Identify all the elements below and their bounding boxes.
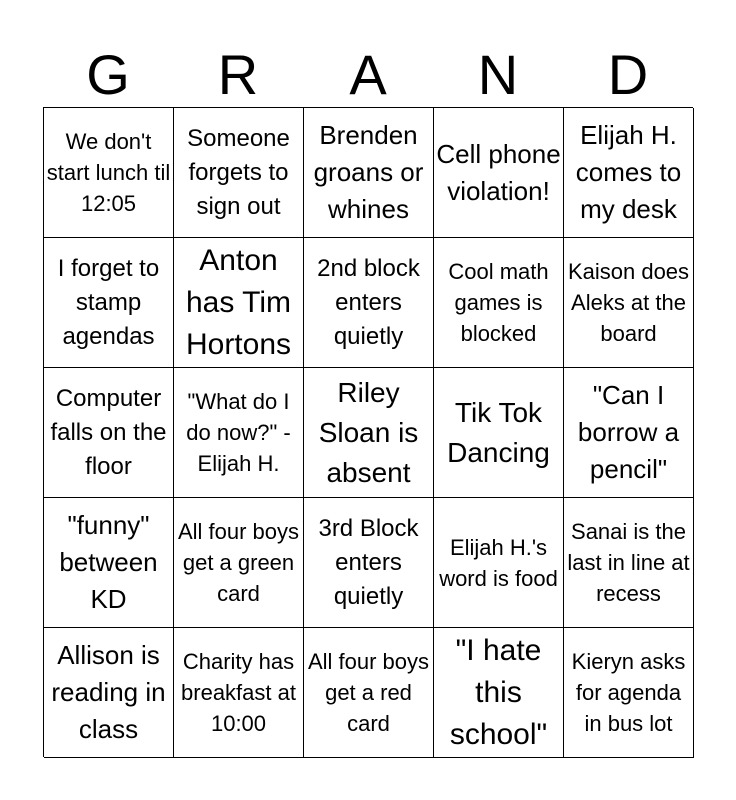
bingo-square[interactable]	[44, 368, 174, 498]
square-text: "I hate this school"	[449, 633, 548, 751]
square-text: 3rd Block enters quietly	[318, 514, 419, 610]
square-text: We don't start lunch til 12:05	[46, 129, 171, 216]
square-text: "What do I do now?" - Elijah H.	[186, 389, 291, 476]
bingo-square[interactable]	[174, 498, 304, 628]
header-letter-r: R	[217, 43, 259, 106]
square-text: All four boys get a red card	[307, 649, 430, 736]
bingo-square[interactable]	[434, 498, 564, 628]
bingo-square[interactable]	[44, 108, 174, 238]
bingo-square[interactable]	[44, 238, 174, 368]
square-text: I forget to stamp agendas	[57, 254, 160, 350]
bingo-square[interactable]	[564, 108, 694, 238]
square-text: Kaison does Aleks at the board	[567, 259, 690, 346]
bingo-square[interactable]	[304, 498, 434, 628]
bingo-square[interactable]	[304, 108, 434, 238]
bingo-square[interactable]	[434, 238, 564, 368]
header-letter-n: N	[477, 43, 519, 106]
square-text: Elijah H. comes to my desk	[575, 120, 682, 224]
square-text: Riley Sloan is absent	[318, 376, 419, 488]
bingo-square[interactable]	[434, 628, 564, 758]
bingo-square[interactable]	[174, 108, 304, 238]
bingo-header	[43, 44, 693, 106]
header-letter-g: G	[86, 43, 130, 106]
square-text: Sanai is the last in line at recess	[567, 519, 690, 606]
bingo-square[interactable]	[174, 368, 304, 498]
square-text: 2nd block enters quietly	[317, 254, 420, 350]
bingo-square[interactable]	[44, 498, 174, 628]
bingo-square[interactable]	[564, 498, 694, 628]
bingo-square[interactable]	[174, 628, 304, 758]
square-text: Cell phone violation!	[436, 138, 561, 206]
bingo-square[interactable]	[304, 238, 434, 368]
bingo-square[interactable]	[44, 628, 174, 758]
square-text: All four boys get a green card	[177, 519, 300, 606]
bingo-square[interactable]	[304, 368, 434, 498]
square-text: Computer falls on the floor	[50, 384, 167, 480]
bingo-square[interactable]	[434, 368, 564, 498]
square-text: Kieryn asks for agenda in bus lot	[571, 649, 686, 736]
square-text: "funny" between KD	[59, 510, 158, 614]
square-text: Someone forgets to sign out	[187, 124, 290, 220]
square-text: "Can I borrow a pencil"	[577, 380, 680, 484]
header-letter-a: A	[349, 43, 387, 106]
bingo-grid	[43, 107, 693, 757]
bingo-square[interactable]	[304, 628, 434, 758]
bingo-square[interactable]	[564, 628, 694, 758]
bingo-square[interactable]	[174, 238, 304, 368]
bingo-square[interactable]	[434, 108, 564, 238]
square-text: Allison is reading in class	[51, 640, 166, 744]
square-text: Cool math games is blocked	[448, 259, 549, 346]
square-text: Brenden groans or whines	[313, 120, 424, 224]
square-text: Anton has Tim Hortons	[185, 243, 292, 361]
header-letter-d: D	[607, 43, 649, 106]
square-text: Tik Tok Dancing	[447, 396, 550, 468]
bingo-square[interactable]	[564, 368, 694, 498]
square-text: Charity has breakfast at 10:00	[181, 649, 296, 736]
bingo-square[interactable]	[564, 238, 694, 368]
square-text: Elijah H.'s word is food	[439, 534, 558, 591]
